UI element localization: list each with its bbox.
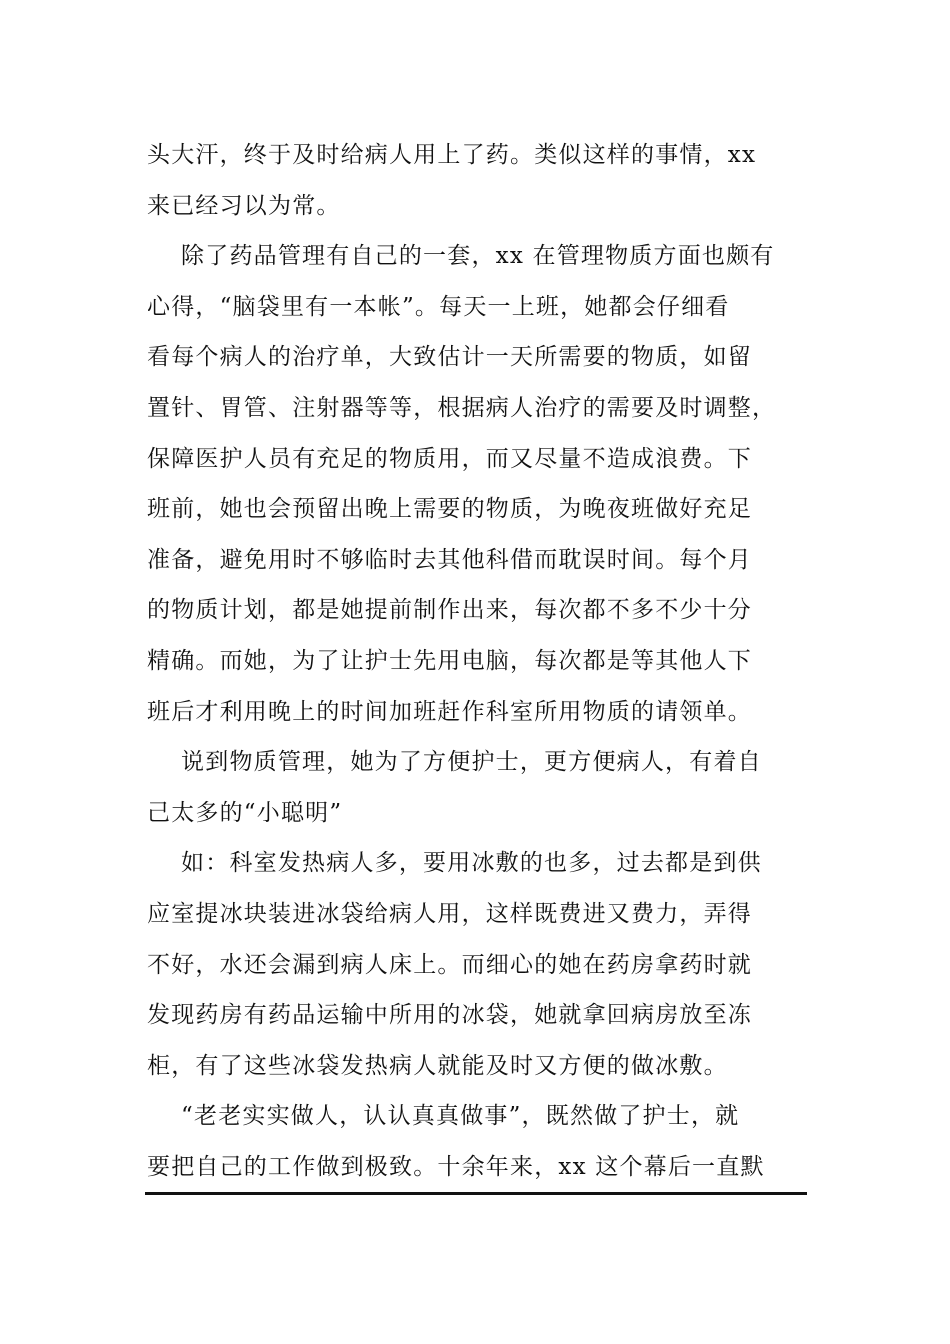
paragraph-4 (147, 838, 807, 1091)
paragraph-1 (147, 130, 807, 231)
text-line: 心得，“脑袋里有一本帐”。每天一上班，她都会仔细看 (147, 293, 730, 320)
paragraph-2 (147, 231, 807, 737)
text-line: 班后才利用晚上的时间加班赶作科室所用物质的请领单。 (147, 698, 752, 725)
text-line: 除了药品管理有自己的一套，xx 在管理物质方面也颇有 (147, 243, 775, 270)
text-line: 发现药房有药品运输中所用的冰袋，她就拿回病房放至冻 (147, 1002, 752, 1029)
text-line: 头大汗，终于及时给病人用上了药。类似这样的事情，xx (147, 142, 757, 168)
text-line: 要把自己的工作做到极致。十余年来，xx 这个幕后一直默 (147, 1153, 765, 1180)
text-line: 应室提冰块装进冰袋给病人用，这样既费进又费力，弄得 (147, 900, 752, 927)
text-line: “老老实实做人，认认真真做事”，既然做了护士，就 (147, 1103, 740, 1130)
text-line: 班前，她也会预留出晚上需要的物质，为晚夜班做好充足 (147, 496, 752, 523)
text-line: 如：科室发热病人多，要用冰敷的也多，过去都是到供 (147, 850, 762, 877)
body-text (147, 130, 807, 1192)
paragraph-5 (147, 1091, 807, 1192)
text-line: 看每个病人的治疗单，大致估计一天所需要的物质，如留 (147, 344, 752, 371)
text-line: 己太多的“小聪明” (147, 799, 343, 826)
text-line: 保障医护人员有充足的物质用，而又尽量不造成浪费。下 (147, 445, 752, 472)
paragraph-3 (147, 737, 807, 838)
text-line: 说到物质管理，她为了方便护士，更方便病人，有着自 (147, 749, 762, 776)
text-line: 精确。而她，为了让护士先用电脑，每次都是等其他人下 (147, 647, 752, 674)
text-line: 准备，避免用时不够临时去其他科借而耽误时间。每个月 (147, 546, 752, 573)
text-line: 置针、胃管、注射器等等，根据病人治疗的需要及时调整， (147, 394, 777, 421)
text-line: 来已经习以为常。 (147, 192, 341, 219)
text-line: 不好，水还会漏到病人床上。而细心的她在药房拿药时就 (147, 951, 752, 978)
text-line: 柜，有了这些冰袋发热病人就能及时又方便的做冰敷。 (147, 1052, 728, 1079)
text-line: 的物质计划，都是她提前制作出来，每次都不多不少十分 (147, 597, 752, 624)
footer-divider (145, 1192, 807, 1195)
